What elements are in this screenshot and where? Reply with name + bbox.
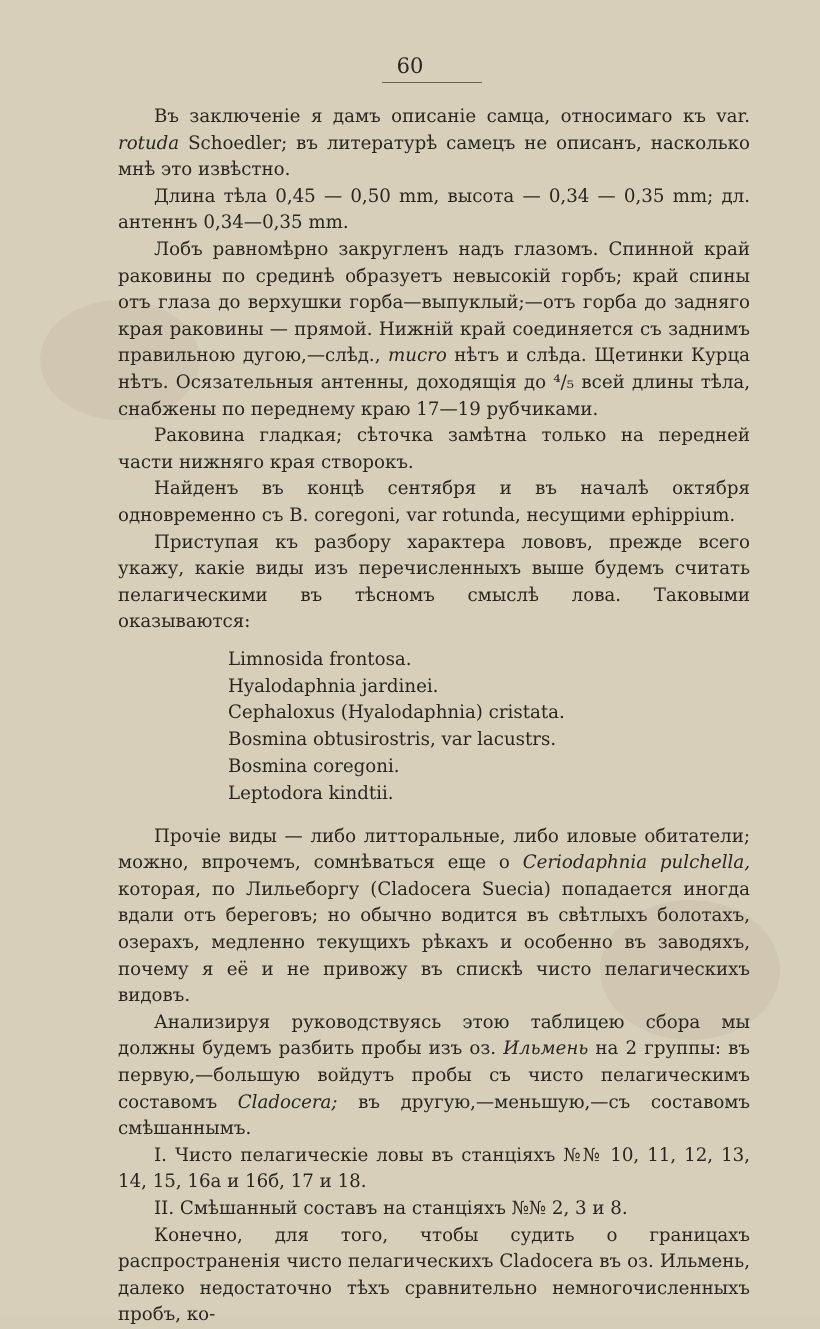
page-number: 60 [396, 54, 424, 78]
text-run: Въ заключеніе я дамъ описаніе самца, относимаго къ var. [154, 106, 750, 127]
species-item: Bosmina coregoni. [228, 756, 400, 778]
paragraph [118, 237, 750, 423]
paragraph: Приступая къ разбору характера лововъ, прежде всего укажу, какіе виды изъ перечисленныхъ выше будемъ считать пелагическими въ тѣсномъ смыслѣ лова. Таковыми оказываются: [118, 531, 750, 633]
species-item: Bosmina obtusirostris, var lacustrs. [228, 729, 557, 751]
italic-text: Cladocera; [237, 1091, 338, 1113]
paragraph: Раковина гладкая; сѣточка замѣтна только на передней части нижняго края створокъ. [118, 425, 750, 473]
italic-text: mucro [388, 345, 447, 367]
species-item: Cephaloxus (Hyalodaphnia) cristata. [228, 702, 565, 724]
text-run: Прочіе виды — либо литторальные, либо иловые обитатели; можно, впрочемъ, сомнѣваться еще о [118, 825, 750, 874]
species-list [228, 647, 750, 808]
text-run: Анализируя руководствуясь этою таблицею сбора мы должны будемъ разбить пробы изъ оз. [118, 1011, 750, 1060]
paragraph [118, 1010, 750, 1143]
body-text [118, 104, 750, 1329]
species-item: Hyalodaphnia jardinei. [228, 675, 439, 697]
text-run: нѣтъ и слѣда. Щетинки Курца нѣтъ. Осязательныя антенны, доходящія до [118, 345, 750, 393]
text-run: всей длины тѣла, снабжены по переднему краю 17—19 рубчиками. [118, 371, 750, 420]
text-run: Лобъ равномѣрно закругленъ надъ глазомъ. Спинной край раковины по срединѣ образуетъ невысокій горбъ; край спины отъ глаза до верхушки горба—выпуклый;—отъ горба до задняго края раковины — прямой. Нижній край соединяется съ заднимъ правильною дугою,—слѣд., [118, 238, 750, 367]
species-item: Limnosida frontosa. [228, 648, 412, 670]
text-run: въ другую,—меньшую,—съ составомъ смѣшаннымъ. [118, 1091, 750, 1140]
paragraph: II. Смѣшанный составъ на станціяхъ №№ 2, 3 и 8. [154, 1197, 628, 1219]
paragraph: Конечно, для того, чтобы судить о границахъ распространенія чисто пелагическихъ Cladocera въ оз. Ильмень, далеко недостаточно тѣхъ сравнительно немногочисленныхъ пробъ, ко- [118, 1224, 750, 1326]
paragraph: I. Чисто пелагическіе ловы въ станціяхъ №№ 10, 11, 12, 13, 14, 15, 16а и 16б, 17 и 18. [118, 1144, 750, 1193]
text-run: Schoedler; въ литературѣ самецъ не описанъ, насколько мнѣ это извѣстно. [118, 132, 750, 181]
italic-text: Ильмень [503, 1038, 589, 1060]
italic-text: rotuda [118, 132, 180, 154]
species-item: Leptodora kindtii. [228, 782, 394, 804]
text-run: которая, по Лильеборгу (Cladocera Suecia) попадается иногда вдали отъ береговъ; но обычно водится въ свѣтлыхъ болотахъ, озерахъ, медленно текущихъ рѣкахъ и особенно въ заводяхъ, почему я её и не привожу въ спискѣ чисто пелагическихъ видовъ. [118, 878, 750, 1007]
paragraph: Найденъ въ концѣ сентября и въ началѣ октября одновременно съ B. coregoni, var rotunda, несущими ephippium. [118, 478, 750, 526]
paragraph [118, 104, 750, 184]
paragraph: Длина тѣла 0,45 — 0,50 mm, высота — 0,34 — 0,35 mm; дл. антеннъ 0,34—0,35 mm. [118, 185, 750, 234]
italic-text: Ceriodaphnia pulchella, [522, 852, 750, 874]
fraction: ⁴/₅ [553, 371, 575, 393]
text-run: на 2 группы: въ первую,—большую войдутъ пробы съ чисто пелагическимъ составомъ [118, 1038, 750, 1113]
paragraph [118, 824, 750, 1010]
header-rule [382, 82, 482, 83]
